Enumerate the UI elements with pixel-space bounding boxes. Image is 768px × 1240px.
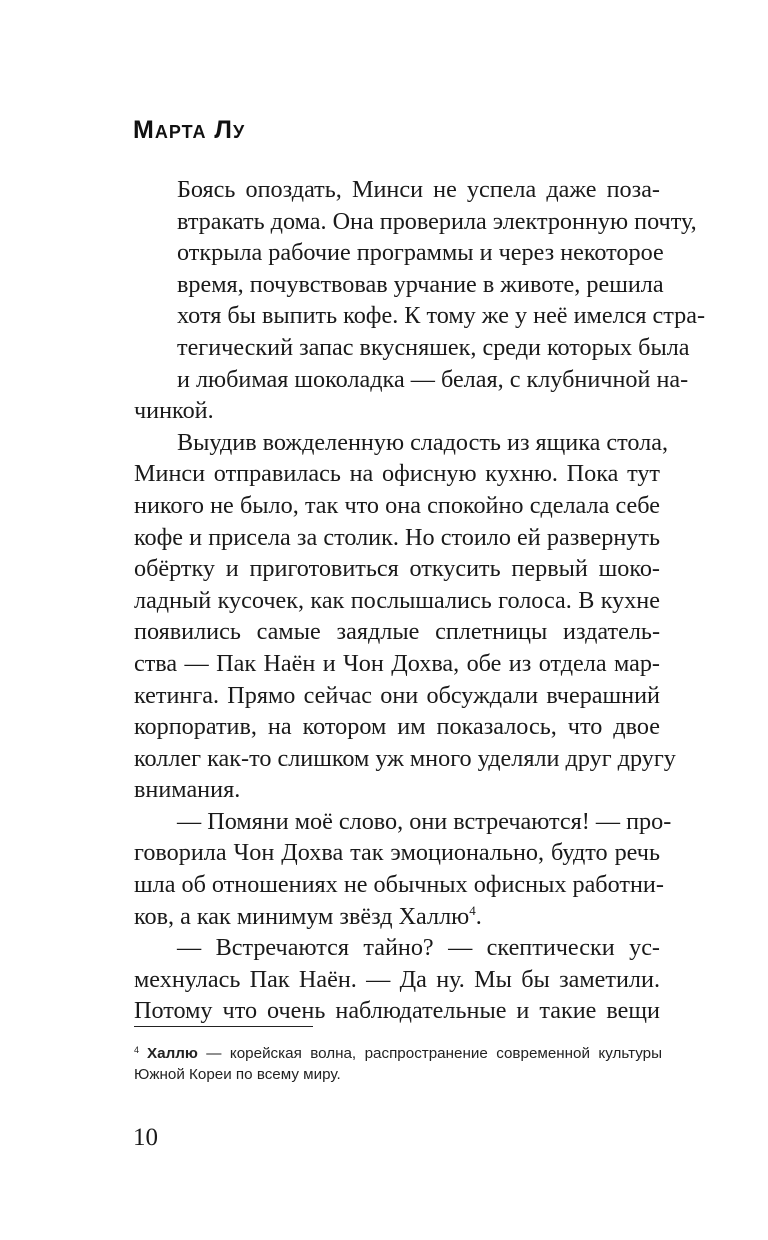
text-line: втракать дома. Она проверила электронную почту, (177, 207, 697, 235)
text-line: кетинга. Прямо сейчас они обсуждали вчерашний (134, 681, 660, 709)
main-text (134, 174, 706, 1027)
text-line: и любимая шоколадка — белая, с клубничной на- (177, 365, 689, 393)
text-line: коллег как-то слишком уж много уделяли друг другу (134, 744, 676, 772)
text-line: ладный кусочек, как послышались голоса. В кухне (134, 586, 660, 614)
text-line (134, 901, 660, 933)
text-line: хотя бы выпить кофе. К тому же у неё имелся стра- (177, 302, 706, 330)
text-line: кофе и присела за столик. Но стоило ей развернуть (134, 523, 660, 551)
footnote (134, 1040, 662, 1085)
text-line: Минси отправилась на офисную кухню. Пока тут (134, 460, 660, 488)
footnote-term: Халлю (147, 1045, 198, 1062)
paragraph-3 (134, 806, 672, 932)
running-head-author: Марта Лу (133, 116, 246, 144)
text-line: чинкой. (134, 397, 214, 425)
text-line: — Встречаются тайно? — скептически ус- (177, 934, 660, 962)
text-line: шла об отношениях не обычных офисных работни- (134, 871, 664, 899)
text-line: корпоратив, на котором им показалось, что двое (134, 713, 660, 741)
text-line: время, почувствовав урчание в животе, решила (177, 270, 664, 298)
text-line: открыла рабочие программы и через некоторое (177, 239, 664, 267)
text-line: — Помяни моё слово, они встречаются! — про- (177, 807, 672, 835)
footnote-reference[interactable]: 4 (469, 902, 476, 918)
text-line: Потому что очень наблюдательные и такие вещи (134, 997, 660, 1025)
text-line: появились самые заядлые сплетницы издатель- (134, 618, 660, 646)
paragraph-1 (134, 174, 706, 427)
line-text: ков, а как минимум звёзд Халлю (134, 902, 470, 930)
text-line: говорила Чон Дохва так эмоционально, будто речь (134, 839, 660, 867)
text-line: никого не было, так что она спокойно сделала себе (134, 491, 660, 519)
text-line: мехнулась Пак Наён. — Да ну. Мы бы заметили. (134, 965, 660, 993)
footnote-text: — корейская волна, распространение современной культуры Южной Кореи по всему миру. (134, 1045, 662, 1083)
text-line: Выудив вожделенную сладость из ящика стола, (177, 428, 669, 456)
text-line: обёртку и приготовиться откусить первый шоко- (134, 555, 660, 583)
footnote-number: 4 (134, 1045, 140, 1055)
text-line: Боясь опоздать, Минси не успела даже поза- (177, 176, 660, 203)
text-line: тегический запас вкусняшек, среди которых была (177, 333, 690, 361)
page-number: 10 (133, 1124, 158, 1151)
line-end: . (475, 902, 482, 930)
paragraph-4 (134, 932, 660, 1027)
text-line: внимания. (134, 776, 241, 804)
text-line: ства — Пак Наён и Чон Дохва, обе из отдела мар- (134, 649, 660, 677)
footnote-divider (134, 1026, 313, 1027)
paragraph-2 (134, 427, 676, 806)
